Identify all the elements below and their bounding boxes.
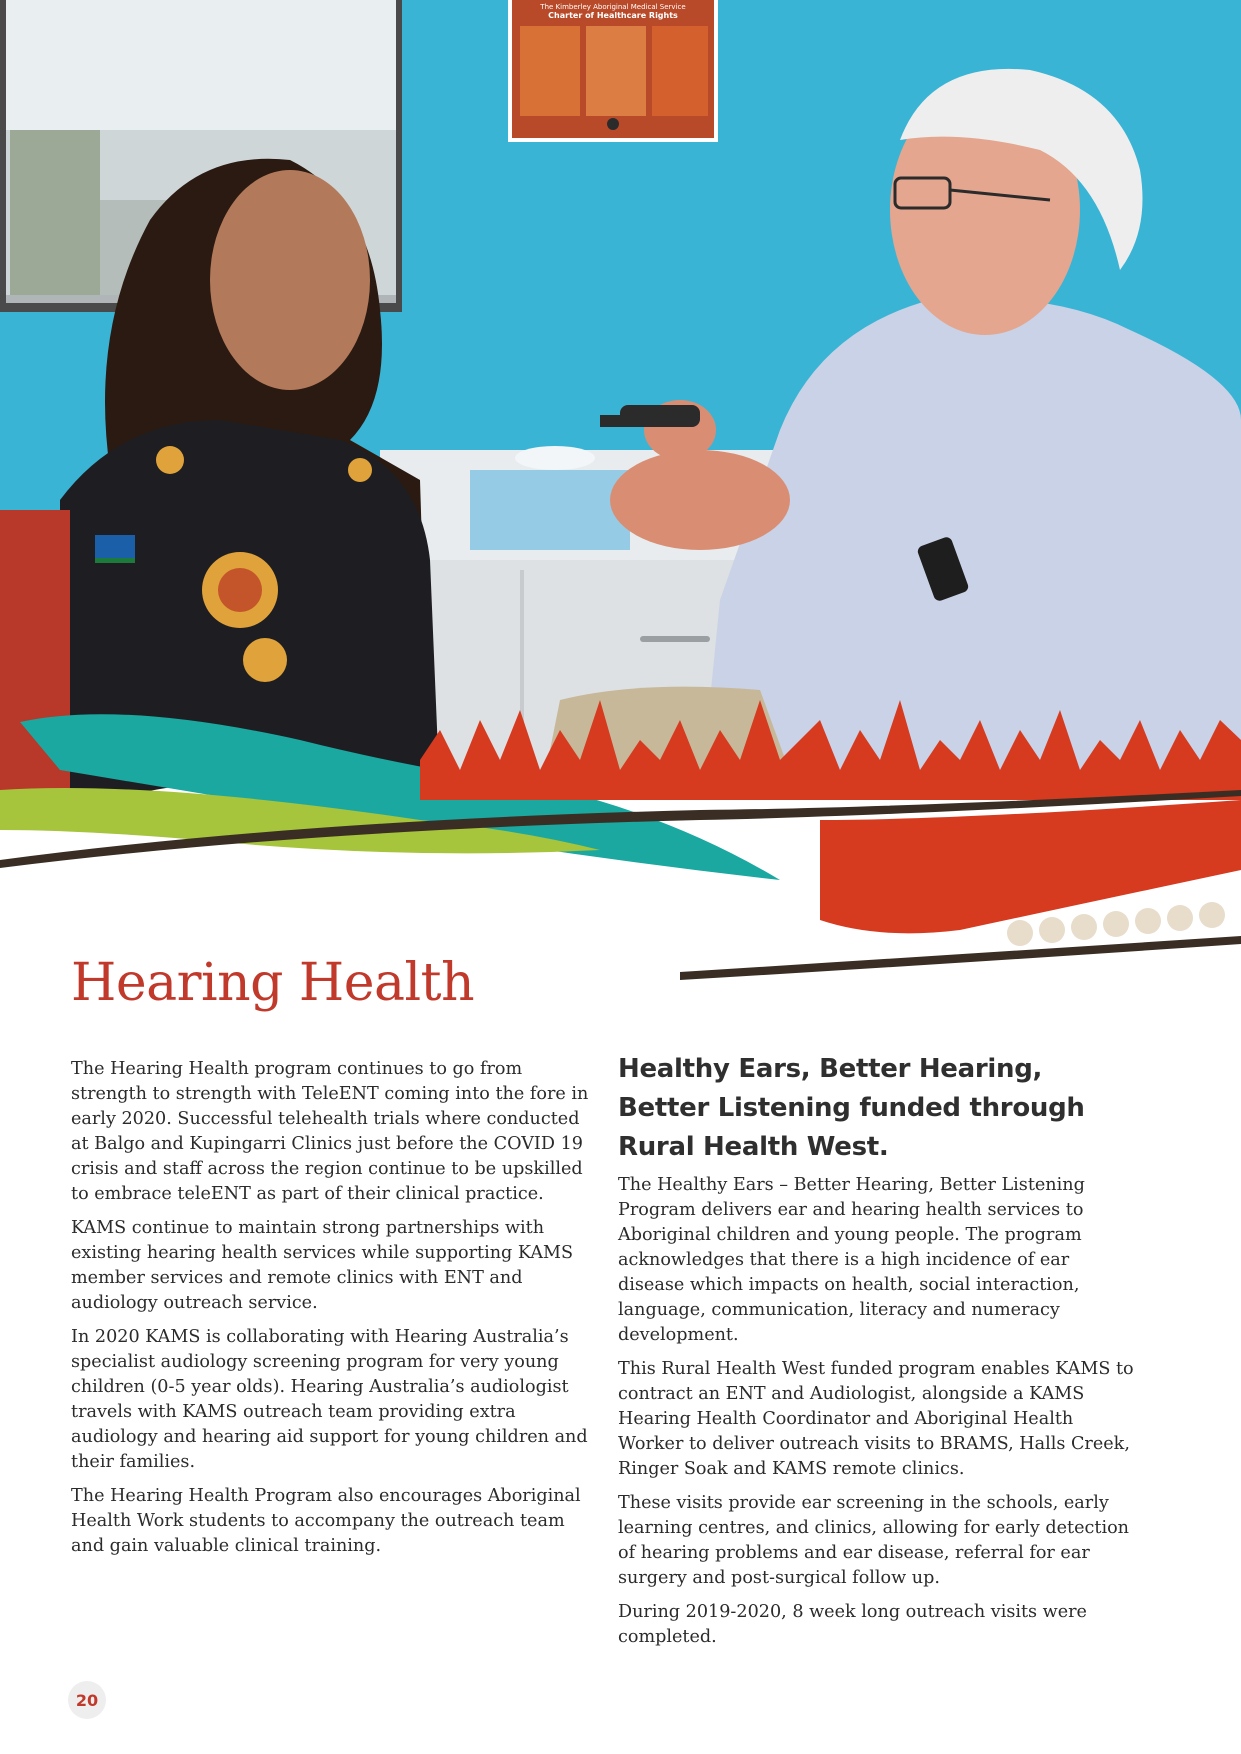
- photo-poster: [508, 0, 718, 142]
- right-paragraph: During 2019-2020, 8 week long outreach visits were completed.: [618, 1602, 1087, 1647]
- right-paragraph: The Healthy Ears – Better Hearing, Better Listening Program delivers ear and hearing health services to Aboriginal children and young people. The program acknowledges that there is a high incidence of ear disease which impacts on health, social interaction, language, communication, literacy and numeracy development.: [618, 1175, 1085, 1345]
- left-column: [71, 1057, 591, 1568]
- poster-title-1: The Kimberley Aboriginal Medical Service: [540, 3, 686, 11]
- right-column: [618, 1050, 1138, 1659]
- left-paragraph: The Hearing Health program continues to go from strength to strength with TeleENT coming into the fore in early 2020. Successful telehealth trials where conducted at Balgo and Kupingarri Clinics just before the COVID 19 crisis and staff across the region continue to be upskilled to embrace teleENT as part of their clinical practice.: [71, 1059, 589, 1204]
- poster-title-2: Charter of Healthcare Rights: [548, 11, 678, 20]
- section-subheading: Healthy Ears, Better Hearing, Better Listening funded through Rural Health West.: [618, 1054, 1085, 1162]
- right-paragraph: This Rural Health West funded program enables KAMS to contract an ENT and Audiologist, alongside a KAMS Hearing Health Coordinator and Aboriginal Health Worker to deliver outreach visits to BRAMS, Halls Creek, Ringer Soak and KAMS remote clinics.: [618, 1359, 1134, 1479]
- right-paragraph: These visits provide ear screening in the schools, early learning centres, and clinics, allowing for early detection of hearing problems and ear disease, referral for ear surgery and post-surgical follow up.: [618, 1493, 1130, 1588]
- left-paragraph: KAMS continue to maintain strong partnerships with existing hearing health services while supporting KAMS member services and remote clinics with ENT and audiology outreach service.: [71, 1218, 574, 1313]
- page-number: 20: [68, 1681, 106, 1719]
- left-paragraph: The Hearing Health Program also encourages Aboriginal Health Work students to accompany the outreach team and gain valuable clinical training.: [71, 1486, 581, 1556]
- left-paragraph: In 2020 KAMS is collaborating with Hearing Australia’s specialist audiology screening program for very young children (0-5 year olds). Hearing Australia’s audiologist travels with KAMS outreach team providing extra audiology and hearing aid support for young children and their families.: [71, 1327, 588, 1472]
- page-title: Hearing Health: [71, 953, 475, 1013]
